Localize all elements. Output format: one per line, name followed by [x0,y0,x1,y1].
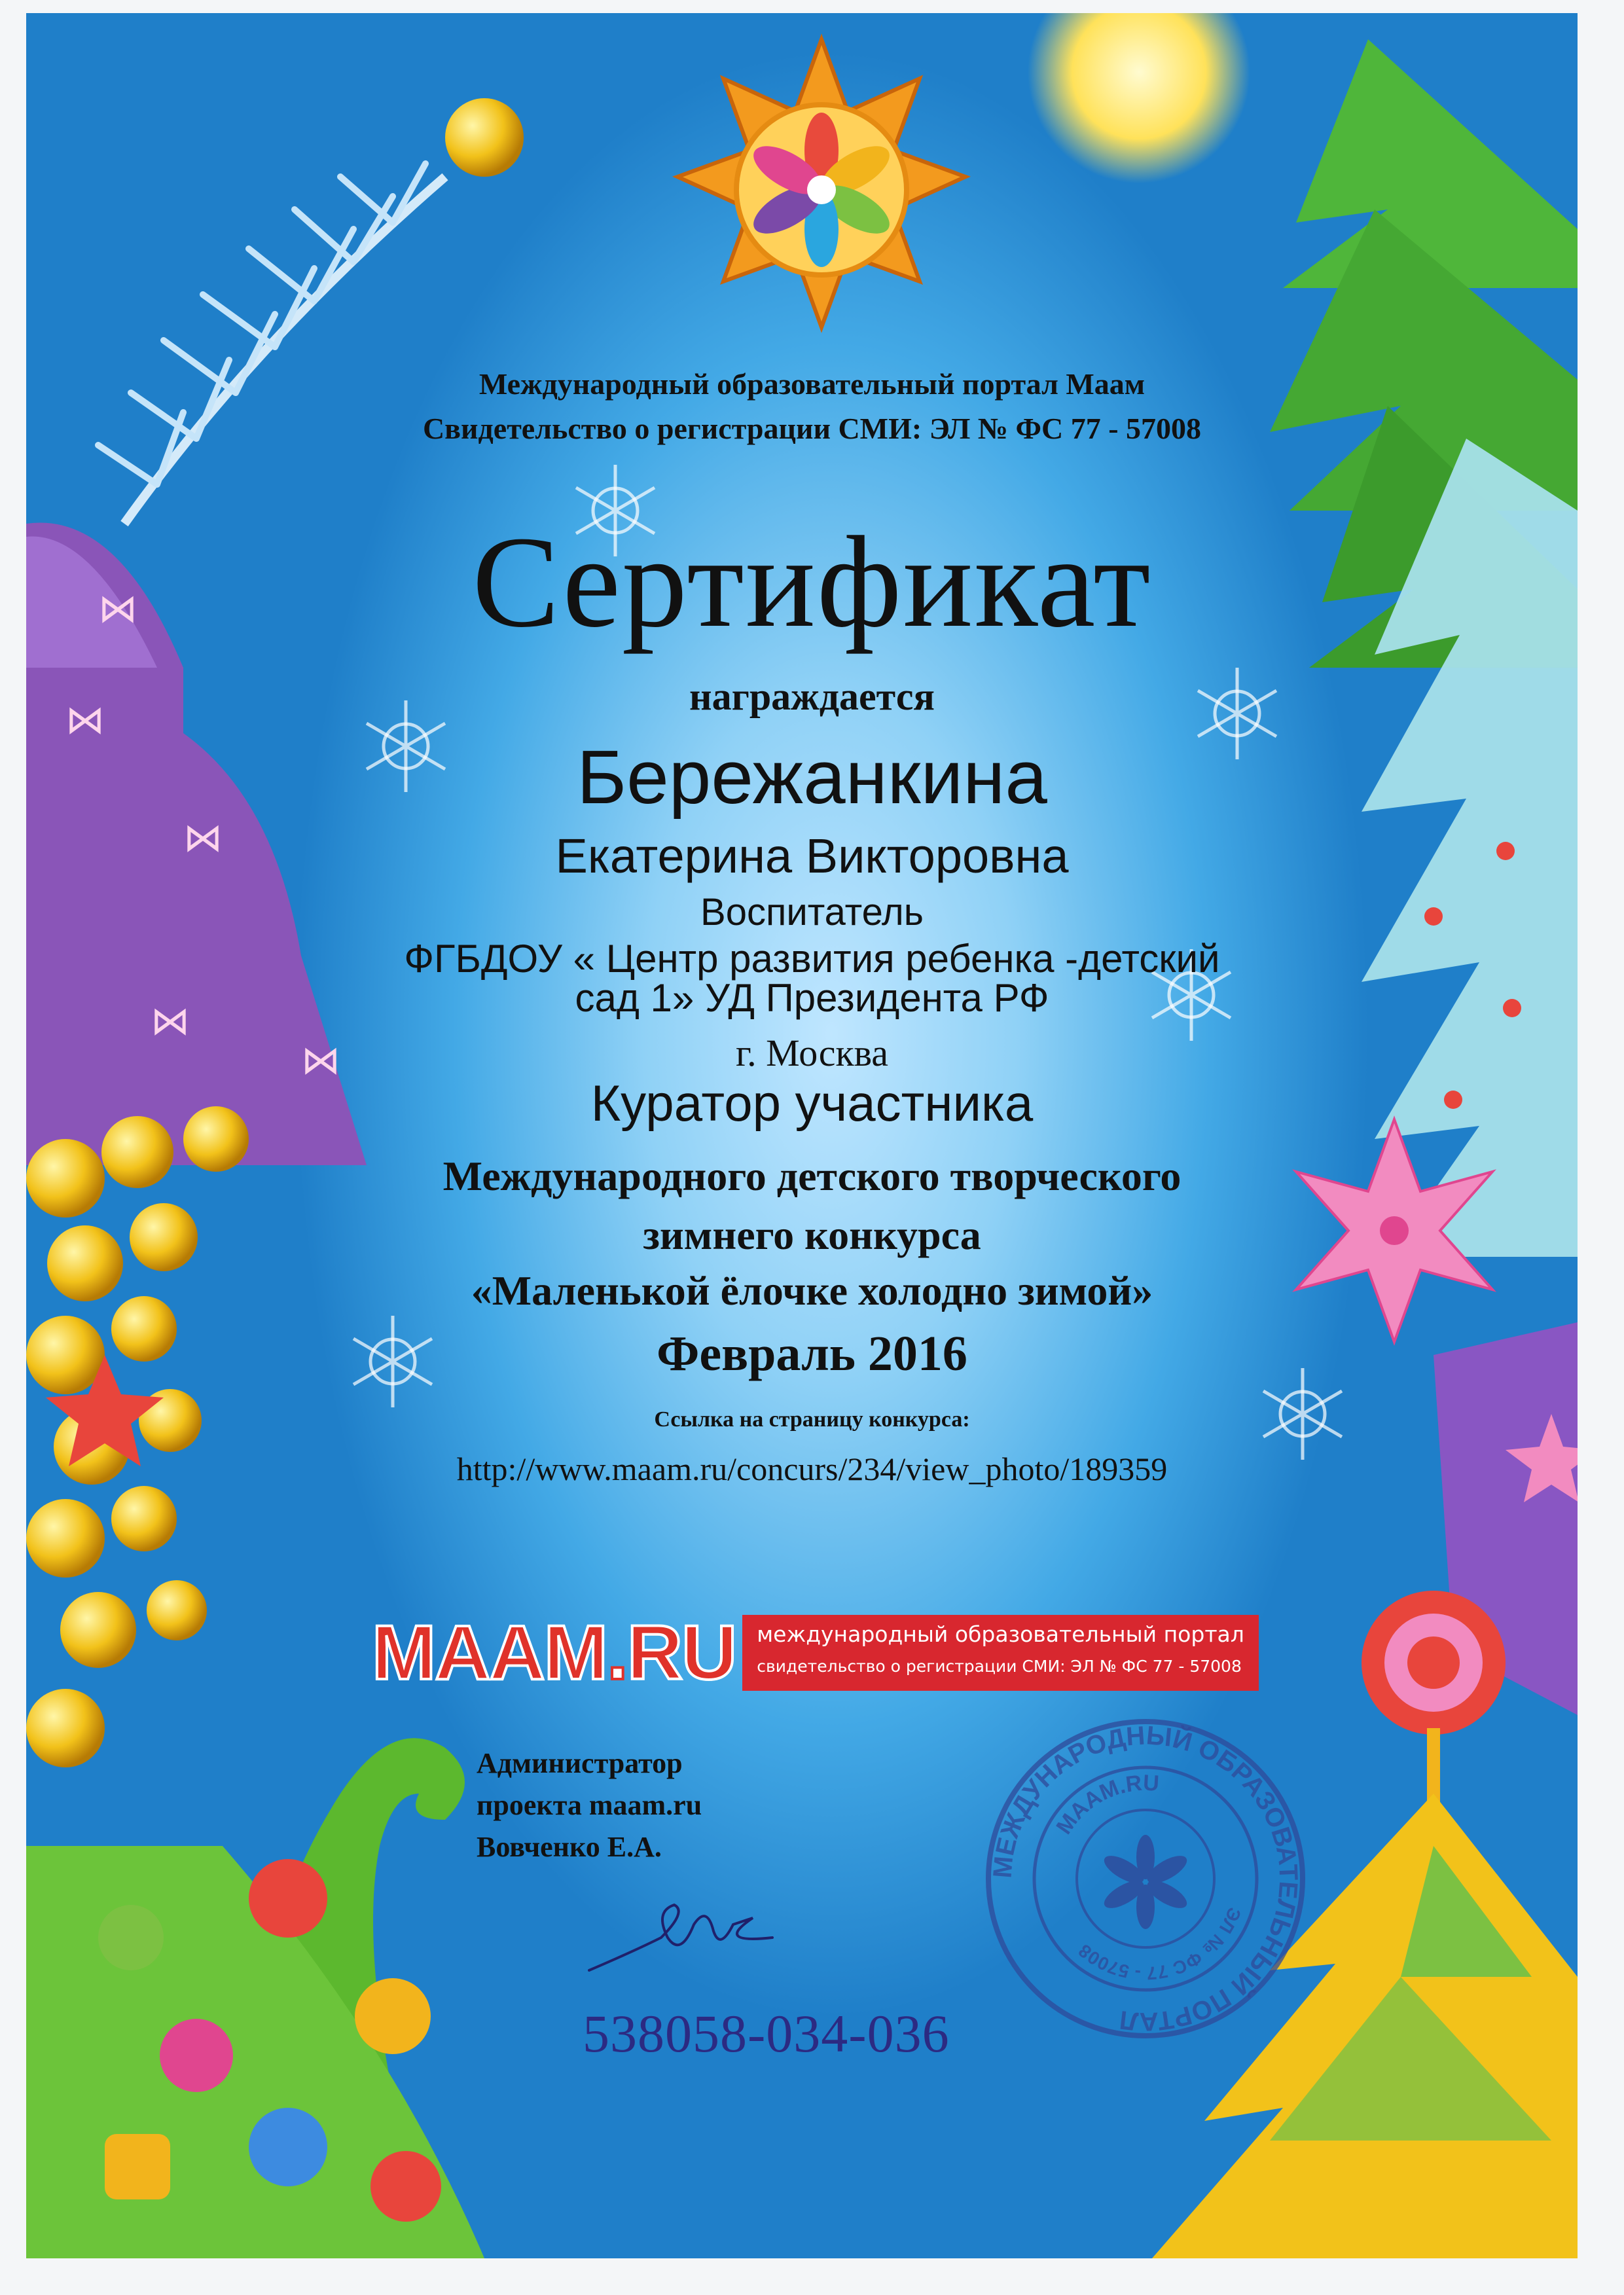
sun-logo-icon [677,39,965,327]
organization-line-2: сад 1» УД Президента РФ [575,976,1049,1020]
contest-link-label: Ссылка на страницу конкурса: [654,1407,970,1432]
recipient-position: Воспитатель [700,891,924,933]
button-icon [105,2134,170,2199]
portal-registration: Свидетельство о регистрации СМИ: ЭЛ № ФС 77 - 57008 [422,412,1202,445]
candy-icon [1362,1591,1506,1807]
recipient-given-names: Екатерина Викторовна [555,829,1069,883]
button-icon [98,1905,164,1970]
gold-swirl-icon [445,98,524,177]
signature [583,1898,779,1983]
logo-tagline: международный образовательный портал [757,1621,1244,1647]
award-date: Февраль 2016 [657,1326,967,1381]
button-icon [355,1978,431,2054]
portal-name: Международный образовательный портал Маам [478,367,1146,401]
button-icon [249,2108,327,2186]
certificate-title: Сертификат [472,510,1152,655]
recipient-surname: Бережанкина [577,734,1047,820]
bead-icon [26,1106,249,1767]
button-icon [160,2019,233,2092]
city: г. Москва [735,1032,889,1074]
certificate-number: 538058-034-036 [583,2004,950,2063]
logo-registration: свидетельство о регистрации СМИ: ЭЛ № ФС 77 - 57008 [757,1657,1242,1676]
certificate-sheet [26,13,1578,2258]
bow-icon: ⋈ [65,698,105,742]
award-role: Куратор участника [590,1074,1034,1132]
fern-icon [98,164,445,524]
button-icon [249,1859,327,1938]
svg-text:ЭЛ № ФС 77 - 57008: ЭЛ № ФС 77 - 57008 [1074,1904,1245,1984]
logo-wordmark: MAAM.RU [372,1610,736,1696]
decorative-frame [26,13,1578,2258]
official-stamp [982,1715,1309,2042]
signatory-name: Вовченко Е.А. [477,1831,662,1863]
moon-icon [1028,13,1250,183]
signatory-project: проекта maam.ru [477,1789,702,1821]
bow-icon: ⋈ [98,587,137,630]
contest-line-3: «Маленькой ёлочке холодно зимой» [471,1267,1153,1314]
organization-line-1: ФГБДОУ « Центр развития ребенка -детский [404,937,1220,981]
bow-icon: ⋈ [183,816,223,859]
maam-logo [372,1610,1259,1696]
bow-icon: ⋈ [151,1000,190,1043]
contest-line-2: зимнего конкурса [643,1212,981,1258]
bow-icon: ⋈ [301,1039,340,1082]
logo-tagline-bar [742,1615,1259,1691]
svg-text:MAAM.RU: MAAM.RU [1051,1770,1160,1839]
signatory-title: Администратор [477,1747,683,1779]
awarded-label: награждается [689,675,935,718]
svg-text:МЕЖДУНАРОДНЫЙ ОБРАЗОВАТЕЛЬНЫЙ: МЕЖДУНАРОДНЫЙ ОБРАЗОВАТЕЛЬНЫЙ ПОРТАЛ [988,1721,1303,2036]
contest-link-url[interactable]: http://www.maam.ru/concurs/234/view_photo/189359 [456,1451,1168,1487]
button-icon [370,2151,441,2222]
stamp-asterisk-icon [1100,1835,1191,1929]
contest-line-1: Международного детского творческого [442,1153,1182,1199]
